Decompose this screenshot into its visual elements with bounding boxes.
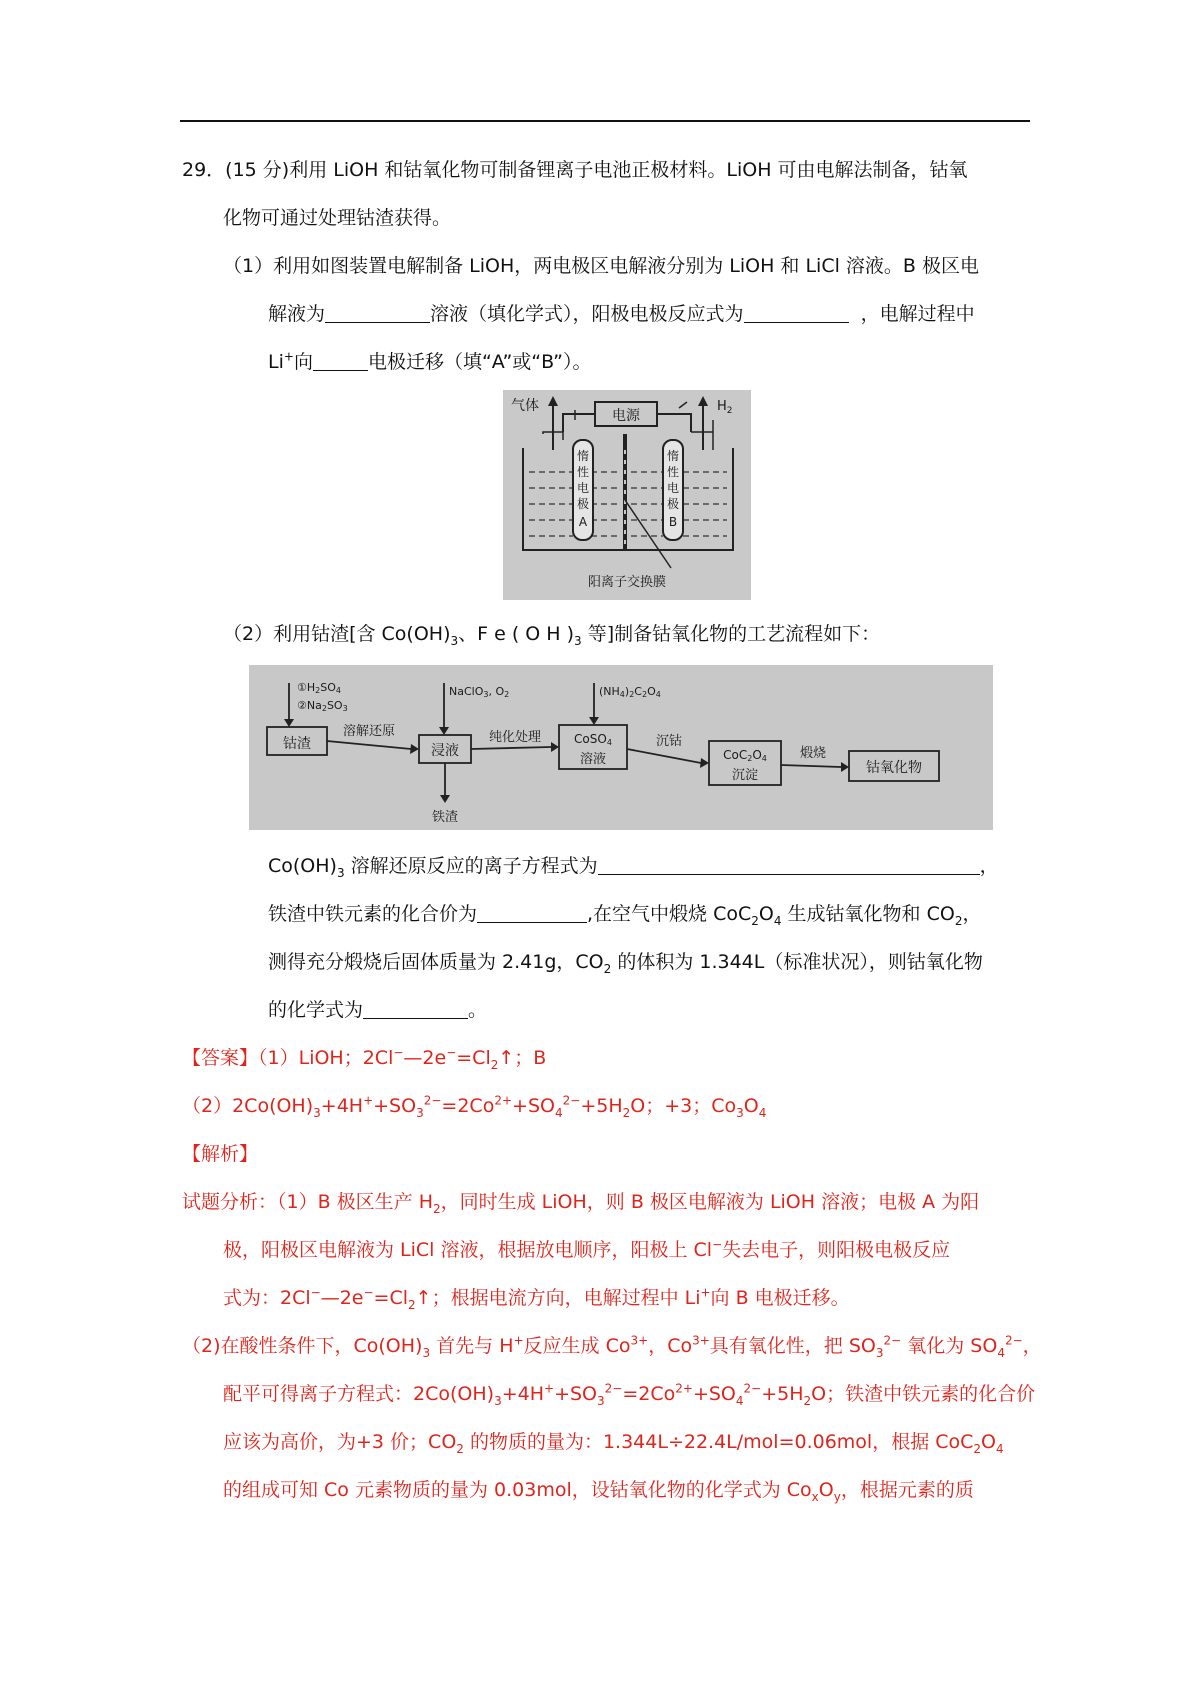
part2-line-4: 测得充分煅烧后固体质量为 2.41g，$CO_2$ 的体积为 1.344L（标准状况），则钴氧化物 [268, 951, 983, 976]
analysis-1-line-2: 极，阳极区电解液为 LiCl 溶液，根据放电顺序，阳极上 Cl−失去电子，则阳极电极反应 [223, 1237, 951, 1261]
question-line-1: 29．(15 分)利用 LiOH 和钴氧化物可制备锂离子电池正极材料。LiOH 可由电解法制备，钴氧 [182, 159, 968, 181]
analysis-label: 【解析】 [182, 1143, 259, 1165]
svg-text:NaClO3, O2: NaClO3, O2 [449, 685, 510, 699]
part1-line-2: 解液为 溶液（填化学式），阳极电极反应式为 ，电解过程中 [268, 303, 975, 325]
blank-b-electrolyte[interactable] [325, 322, 430, 323]
svg-text:电: 电 [666, 481, 680, 495]
step-precipitate-cobalt: 沉钴 [655, 734, 683, 749]
analysis-2-line-3: 应该为高价，为+3 价；$CO_2$ 的物质的量为：1.344L÷22.4L/mol=0.06mol，根据 $CoC_2O_4$ [223, 1431, 1004, 1456]
analysis-2-line-2: 配平可得离子方程式：$2Co(OH)_3+4H^++SO_3^{2-}=2Co^{2+}+SO_4^{2-}+5H_2O$；铁渣中铁元素的化合价 [223, 1381, 1036, 1408]
blank-anode-reaction[interactable] [744, 322, 849, 323]
part1-line-1: （1）利用如图装置电解制备 LiOH，两电极区电解液分别为 LiOH 和 LiCl 溶液。B 极区电 [223, 255, 979, 277]
step-calcine: 煅烧 [799, 746, 827, 761]
answer-line-1: 【答案】（1）LiOH；$2Cl^-—2e^-=Cl_2↑$；B [182, 1045, 547, 1072]
part2-line-3: 铁渣中铁元素的化合价为 ,在空气中煅烧 $CoC_2O_4$ 生成钴氧化物和 $CO_2$， [268, 903, 982, 928]
output-iron-residue: 铁渣 [431, 810, 459, 825]
svg-text:沉淀: 沉淀 [731, 768, 759, 783]
electrolysis-diagram [503, 390, 751, 600]
question-line-2: 化物可通过处理钴渣获得。 [223, 207, 452, 229]
box-cobalt-oxide: 钴氧化物 [866, 760, 922, 776]
analysis-1-line-1: 试题分析：（1）B 极区生产 $H_2$，同时生成 LiOH，则 B 极区电解液为 LiOH 溶液；电极 A 为阳 [182, 1191, 980, 1216]
svg-text:性: 性 [666, 465, 680, 479]
part2-line-5: 的化学式为 。 [268, 999, 488, 1021]
membrane-label: 阳离子交换膜 [587, 575, 667, 590]
box-leachate: 浸液 [431, 743, 459, 759]
svg-text:①H2SO4: ①H2SO4 [297, 681, 341, 695]
box-coc2o4: CoC2O4 [723, 748, 767, 763]
svg-text:B: B [668, 515, 678, 529]
step-purify: 纯化处理 [488, 730, 542, 745]
step-dissolve-reduce: 溶解还原 [342, 724, 396, 739]
svg-text:溶液: 溶液 [579, 752, 607, 767]
answer-label: 【答案】 [182, 1047, 259, 1069]
gas-label: 气体 [511, 398, 539, 414]
analysis-2-line-1: （2)在酸性条件下，$Co(OH)_3$ 首先与 H+反应生成 $Co^{3+}$，$Co^{3+}$具有氧化性，把 $SO_3^{2-}$ 氧化为 $SO_4^{2-}$， [182, 1333, 1042, 1360]
svg-text:惰: 惰 [666, 449, 680, 463]
process-flow-diagram [249, 665, 993, 830]
svg-text:电: 电 [576, 481, 590, 495]
part2-line-1: （2）利用钴渣[含 $Co(OH)_3$、F e ( O H )$_3$ 等]制备钴氧化物的工艺流程如下： [223, 623, 881, 648]
svg-text:极: 极 [576, 497, 590, 511]
blank-iron-valence[interactable] [477, 922, 587, 923]
svg-text:(NH4)2C2O4: (NH4)2C2O4 [599, 685, 661, 699]
power-label: 电源 [612, 408, 640, 424]
svg-text:极: 极 [666, 497, 680, 511]
svg-text:性: 性 [576, 465, 590, 479]
box-cobalt-residue: 钴渣 [283, 736, 311, 752]
h2-label: $H_2$ [717, 399, 733, 416]
svg-text:惰: 惰 [576, 449, 590, 463]
svg-text:A: A [578, 515, 588, 529]
analysis-2-line-4: 的组成可知 Co 元素物质的量为 0.03mol，设钴氧化物的化学式为 $Co_xO_y$，根据元素的质 [223, 1479, 974, 1504]
blank-oxide-formula[interactable] [363, 1018, 468, 1019]
analysis-1-line-3: 式为：$2Cl^-—2e^-=Cl_2↑$；根据电流方向，电解过程中 Li+向 B 电极迁移。 [223, 1285, 850, 1312]
part2-line-2: $Co(OH)_3$ 溶解还原反应的离子方程式为 ， [268, 855, 999, 880]
answer-line-2: $(2)2Co(OH)_3+4H^++SO_3^{2-}=2Co^{2+}+SO_4^{2-}+5H_2O$；+3；$Co_3O_4$ [182, 1093, 767, 1120]
part1-line-3: Li+向 电极迁移（填“A”或“B”）。 [268, 349, 592, 373]
svg-text:②Na2SO3: ②Na2SO3 [297, 699, 348, 713]
blank-migration-electrode[interactable] [313, 370, 368, 371]
blank-ionic-equation[interactable] [598, 874, 980, 875]
header-rule [180, 120, 1030, 122]
box-coso4: CoSO4 [574, 732, 612, 747]
